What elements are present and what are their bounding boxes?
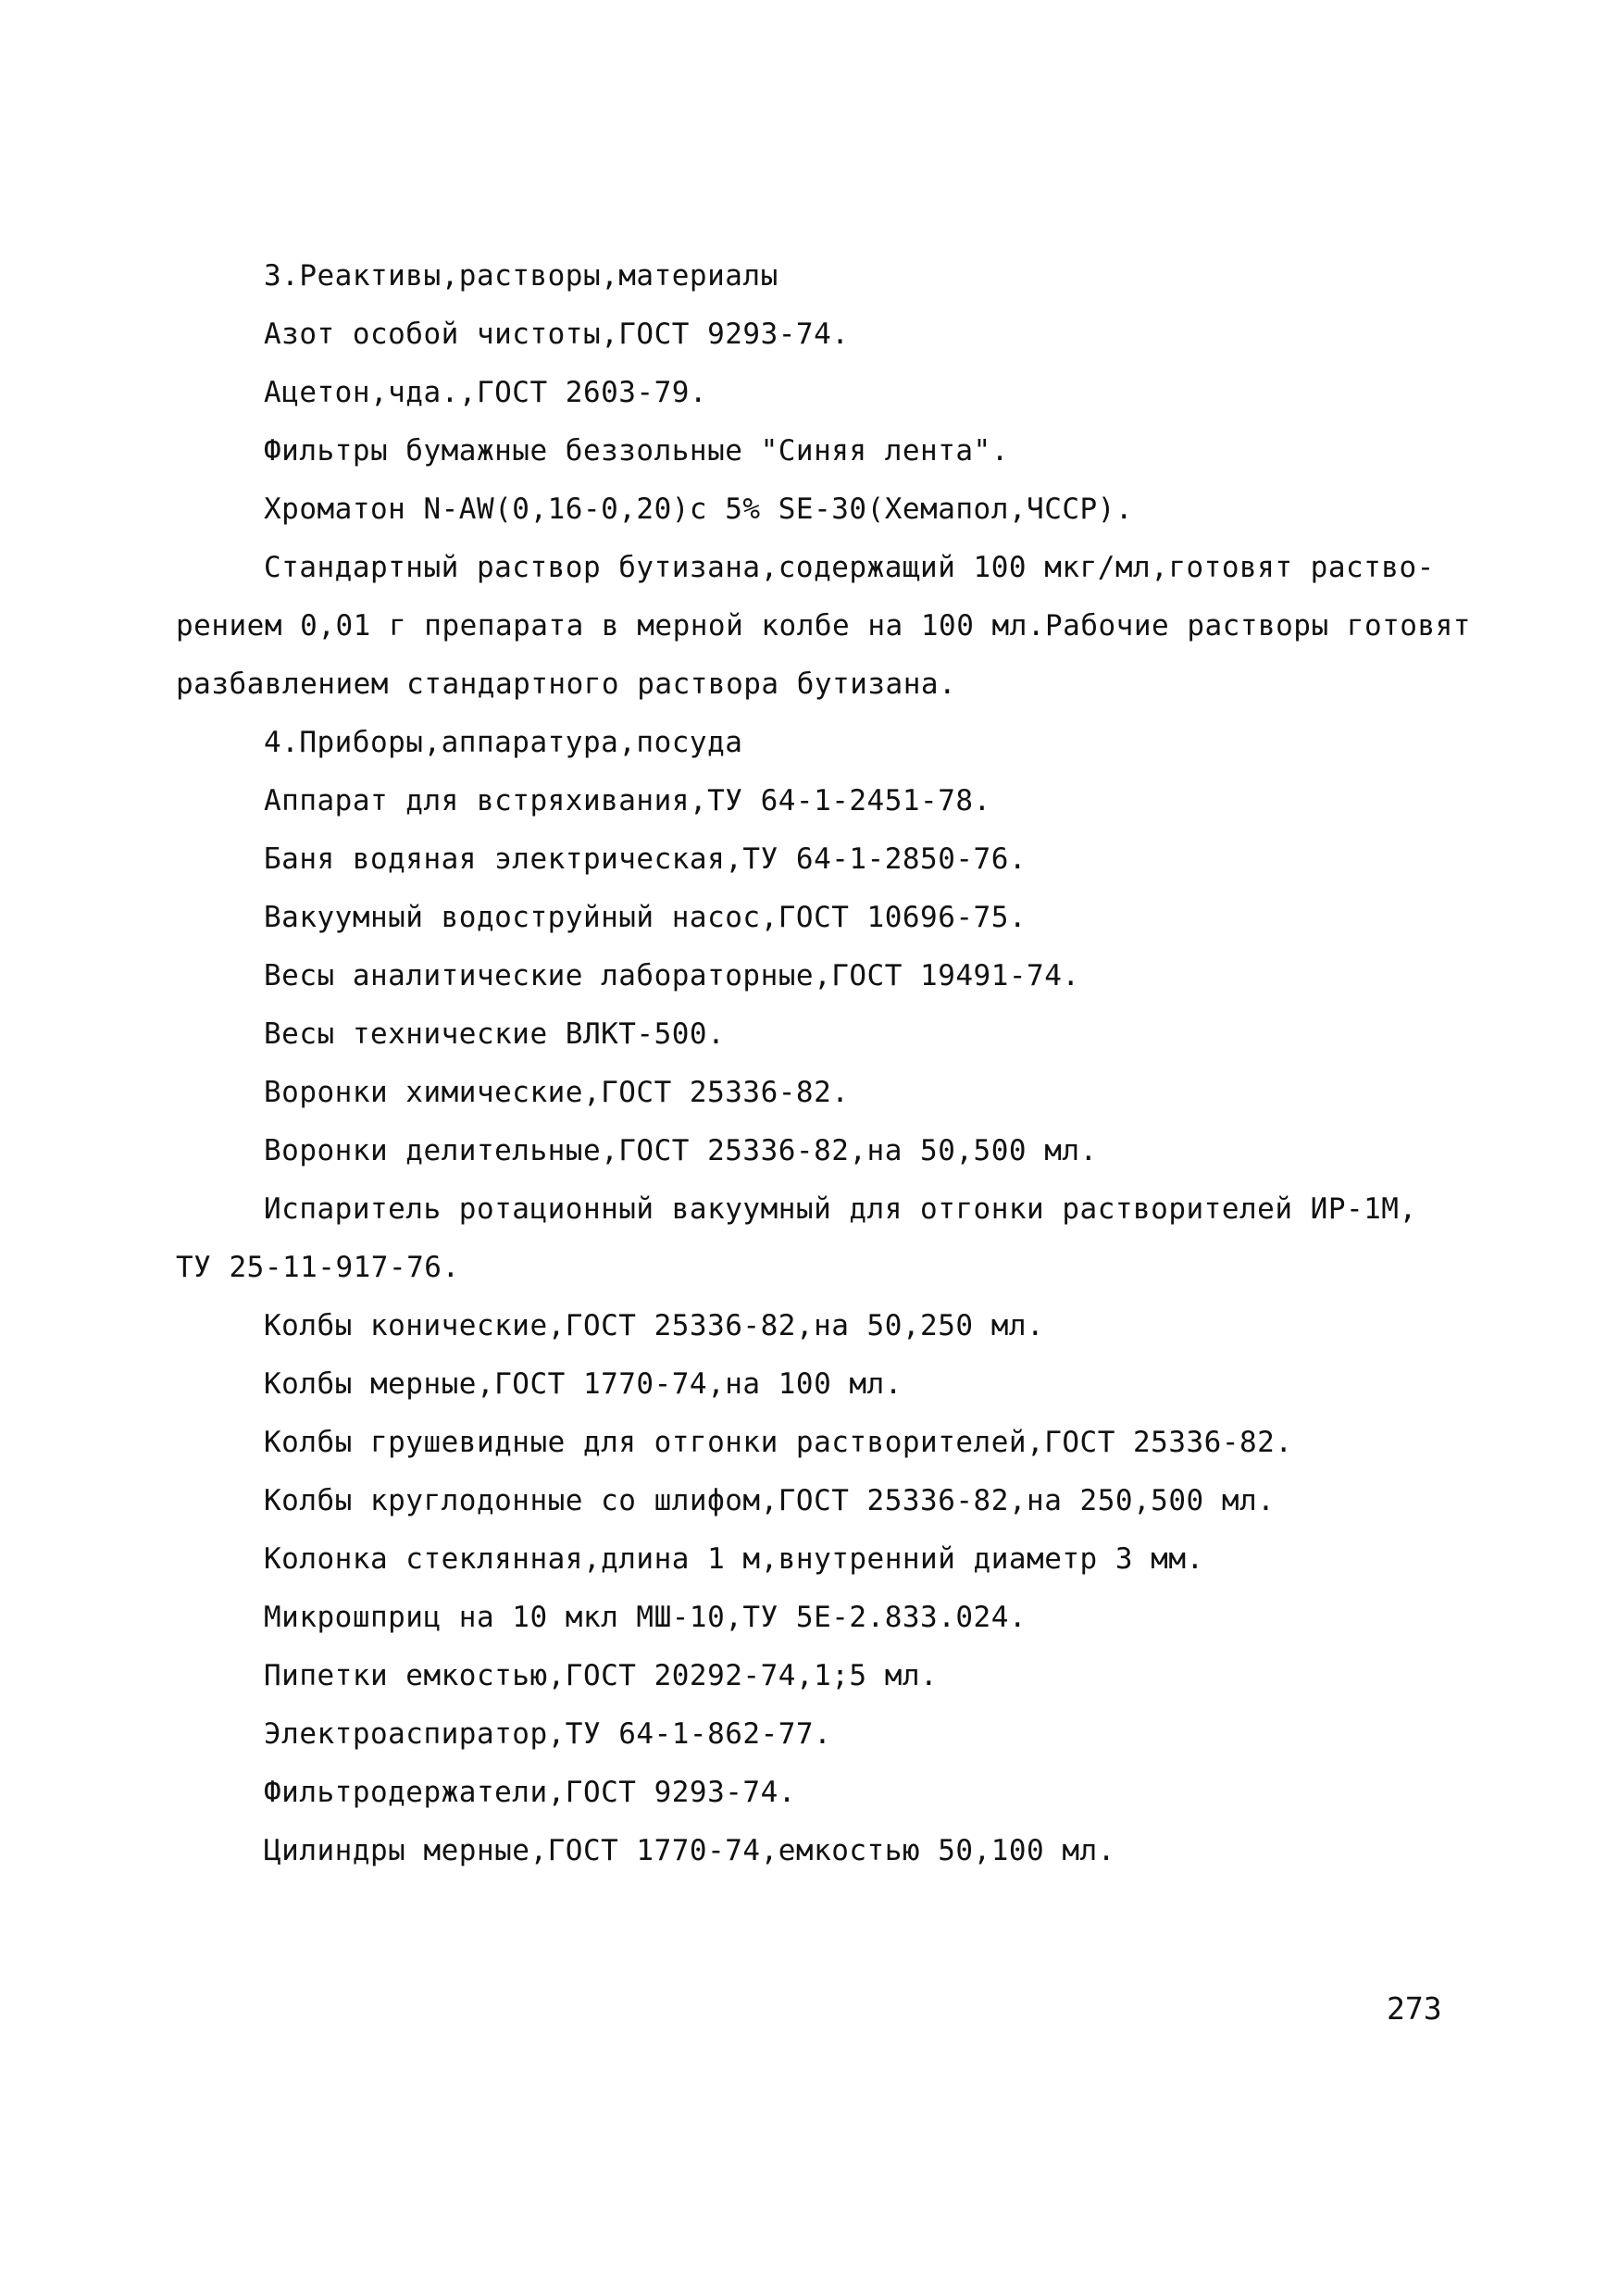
equipment-line: Колбы конические,ГОСТ 25336-82,на 50,250 мл.	[264, 1309, 1045, 1342]
equipment-line: Фильтродержатели,ГОСТ 9293-74.	[264, 1776, 796, 1809]
standard-solution-line: Стандартный раствор бутизана,содержащий 100 мкг/мл,готовят раство-	[264, 551, 1435, 584]
equipment-line: Колбы грушевидные для отгонки растворителей,ГОСТ 25336-82.	[264, 1426, 1293, 1459]
equipment-line: Колбы мерные,ГОСТ 1770-74,на 100 мл.	[264, 1367, 903, 1401]
equipment-line: Испаритель ротационный вакуумный для отгонки растворителей ИР-1М,	[264, 1192, 1417, 1226]
equipment-line: Микрошприц на 10 мкл МШ-10,ТУ 5Е-2.833.024.	[264, 1601, 1027, 1634]
equipment-line: Колбы круглодонные со шлифом,ГОСТ 25336-82,на 250,500 мл.	[264, 1484, 1276, 1517]
equipment-line: Весы аналитические лабораторные,ГОСТ 19491-74.	[264, 959, 1080, 992]
reagent-line: Хроматон N-AW(0,16-0,20)с 5% SE-30(Хемапол,ЧССР).	[264, 493, 1134, 526]
section-heading-equipment: 4.Приборы,аппаратура,посуда	[264, 726, 743, 759]
equipment-line: Воронки химические,ГОСТ 25336-82.	[264, 1076, 850, 1109]
equipment-line: Воронки делительные,ГОСТ 25336-82,на 50,500 мл.	[264, 1134, 1098, 1167]
equipment-line: Аппарат для встряхивания,ТУ 64-1-2451-78.	[264, 784, 991, 817]
reagent-line: Азот особой чистоты,ГОСТ 9293-74.	[264, 318, 850, 351]
equipment-line: Весы технические ВЛКТ-500.	[264, 1017, 726, 1051]
equipment-line: Электроаспиратор,ТУ 64-1-862-77.	[264, 1717, 832, 1751]
page-number: 273	[1387, 1990, 1442, 2027]
standard-solution-line: разбавлением стандартного раствора бутизана.	[176, 668, 957, 701]
equipment-line: ТУ 25-11-917-76.	[176, 1251, 460, 1284]
equipment-line: Пипетки емкостью,ГОСТ 20292-74,1;5 мл.	[264, 1659, 939, 1692]
equipment-line: Баня водяная электрическая,ТУ 64-1-2850-76.	[264, 842, 1027, 876]
reagent-line: Ацетон,чда.,ГОСТ 2603-79.	[264, 376, 708, 409]
equipment-line: Вакуумный водоструйный насос,ГОСТ 10696-75.	[264, 901, 1027, 934]
reagent-line: Фильтры бумажные беззольные "Синяя лента".	[264, 434, 1009, 468]
section-heading-reagents: 3.Реактивы,растворы,материалы	[264, 259, 778, 293]
equipment-line: Колонка стеклянная,длина 1 м,внутренний диаметр 3 мм.	[264, 1542, 1204, 1576]
equipment-line: Цилиндры мерные,ГОСТ 1770-74,емкостью 50,100 мл.	[264, 1834, 1115, 1867]
standard-solution-line: рением 0,01 г препарата в мерной колбе на 100 мл.Рабочие растворы готовят	[176, 609, 1471, 643]
